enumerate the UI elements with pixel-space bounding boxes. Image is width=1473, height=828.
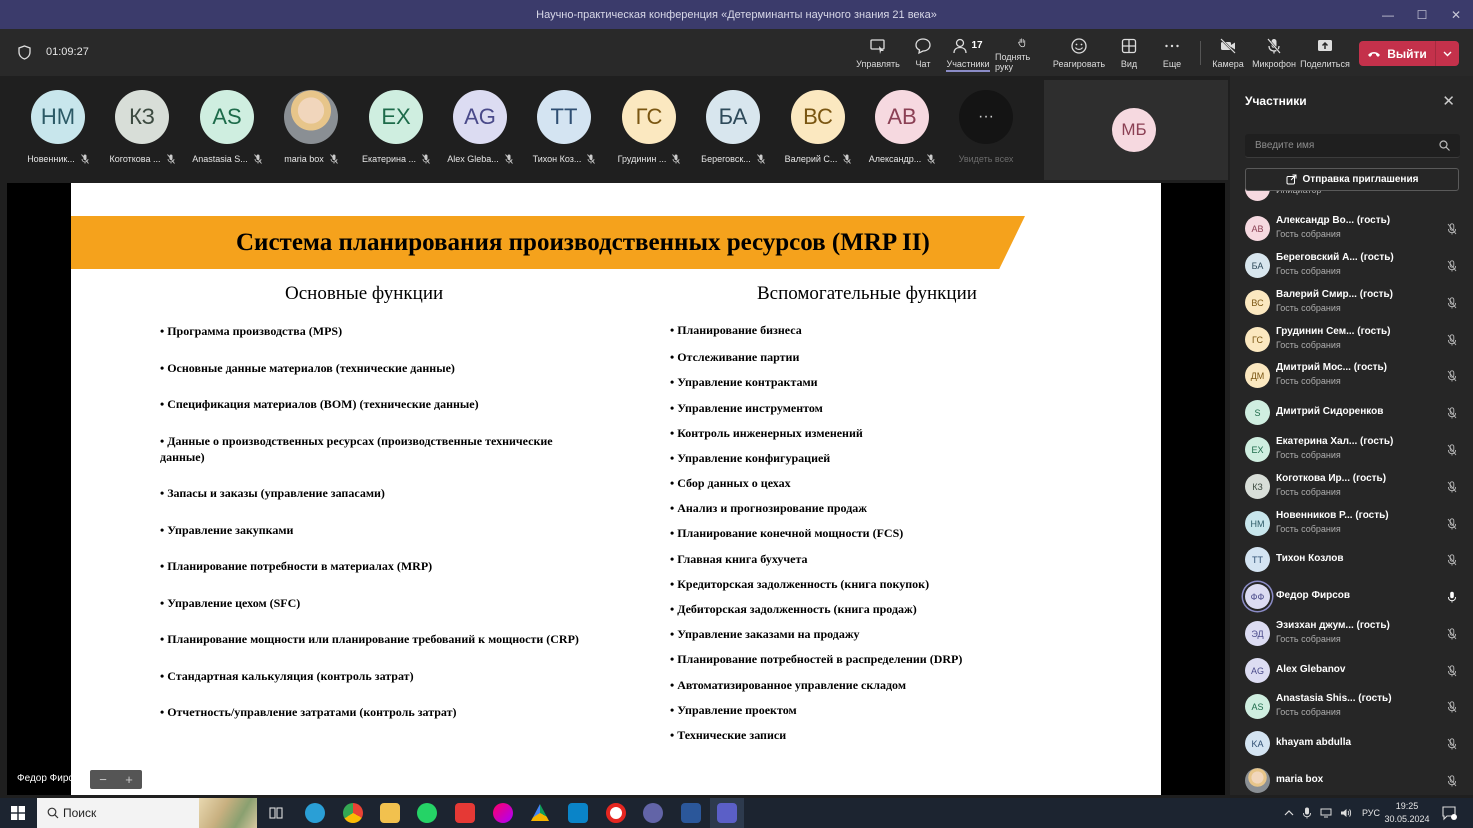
- mic-muted-icon: [1447, 701, 1457, 713]
- participant-name-row: [16, 154, 100, 164]
- strip-participant[interactable]: [607, 90, 691, 164]
- avatar: ЕХ: [1245, 437, 1270, 462]
- microphone-button[interactable]: [1252, 34, 1296, 72]
- meeting-toolbar: [0, 29, 1473, 76]
- mic-muted-icon: [1447, 407, 1457, 419]
- file-explorer-icon[interactable]: [380, 803, 400, 823]
- control-button[interactable]: [858, 34, 898, 72]
- window-controls: [1371, 0, 1473, 29]
- self-avatar: МБ: [1112, 108, 1156, 152]
- participant-name: maria box: [1276, 774, 1324, 785]
- maximize-icon[interactable]: ☐: [1416, 7, 1428, 22]
- participants-panel: [1230, 76, 1473, 795]
- clock-date: 30.05.2024: [1384, 814, 1430, 824]
- left-column-heading: Основные функции: [285, 283, 444, 304]
- leave-label: Выйти: [1387, 46, 1427, 61]
- support-function-item: • Отслеживание партии: [670, 350, 800, 364]
- participant-name: Новенник...: [27, 154, 75, 164]
- avatar: AG: [1245, 658, 1270, 683]
- microphone-label: Микрофон: [1252, 59, 1296, 69]
- support-function-item: • Управление контрактами: [670, 375, 818, 389]
- participant-row[interactable]: [1230, 247, 1473, 283]
- emoji-icon: [1070, 37, 1088, 55]
- search-icon: [47, 807, 59, 819]
- participant-name: Береговск...: [701, 154, 751, 164]
- store-icon[interactable]: [568, 803, 588, 823]
- main-function-item: • Отчетность/управление затратами (контроль затрат): [160, 705, 457, 719]
- leave-options-chevron[interactable]: [1435, 41, 1459, 66]
- windows-start-icon[interactable]: [11, 806, 25, 820]
- share-button[interactable]: [1302, 34, 1348, 72]
- mic-muted-icon: [1447, 738, 1457, 750]
- mic-muted-icon: [843, 154, 851, 164]
- participant-name: Екатерина ...: [362, 154, 416, 164]
- participant-name-row: [691, 154, 775, 164]
- mic-muted-icon: [422, 154, 430, 164]
- more-label: Еще: [1162, 59, 1182, 69]
- participants-button[interactable]: [946, 34, 990, 72]
- participant-name-row: [438, 154, 522, 164]
- hang-up-icon: [1367, 50, 1381, 58]
- meeting-timer: 01:09:27: [46, 46, 89, 58]
- participant-name-row: [269, 154, 353, 164]
- view-button[interactable]: [1114, 34, 1144, 72]
- mic-muted-icon: [757, 154, 765, 164]
- avatar-photo: [1245, 768, 1270, 793]
- mic-muted-icon: [81, 154, 89, 164]
- support-function-item: • Главная книга бухучета: [670, 552, 808, 566]
- mic-muted-icon: [1447, 481, 1457, 493]
- camera-label: Камера: [1212, 59, 1244, 69]
- right-column-heading: Вспомогательные функции: [757, 283, 977, 304]
- presenter-name: Федор Фирсов: [17, 773, 85, 784]
- participant-name: maria box: [284, 154, 324, 164]
- participant-name: Дмитрий Сидоренков: [1276, 406, 1384, 417]
- microphone-tray-icon[interactable]: [1302, 807, 1312, 819]
- support-function-item: • Планирование потребностей в распределении (DRP): [670, 652, 963, 666]
- support-function-item: • Планирование конечной мощности (FCS): [670, 526, 904, 540]
- input-language[interactable]: РУС: [1362, 808, 1381, 818]
- taskbar-search[interactable]: [37, 798, 257, 828]
- avatar-speaking: ФФ: [1245, 584, 1270, 609]
- control-label: Управлять: [856, 59, 900, 69]
- mic-muted-icon: [330, 154, 338, 164]
- main-function-item: • Управление закупками: [160, 523, 294, 537]
- more-button[interactable]: [1157, 34, 1187, 72]
- participant-role: Гость собрания: [1276, 303, 1341, 313]
- avatar: АВ: [1245, 216, 1270, 241]
- support-function-item: • Кредиторская задолженность (книга покупок): [670, 577, 930, 591]
- mic-muted-icon: [254, 154, 262, 164]
- search-icon: [1439, 140, 1450, 151]
- shield-icon: [18, 45, 31, 60]
- participant-list: [1230, 188, 1473, 795]
- participant-row[interactable]: [1230, 725, 1473, 761]
- people-icon: [953, 37, 969, 55]
- strip-participant[interactable]: [438, 90, 522, 164]
- screen-control-icon: [869, 37, 887, 55]
- avatar: ЭД: [1245, 621, 1270, 646]
- avatar: AS: [200, 90, 254, 144]
- participant-name: Береговский А... (гость): [1276, 252, 1394, 263]
- main-function-item: • Стандартная калькуляция (контроль затрат): [160, 669, 414, 683]
- avatar: ТТ: [537, 90, 591, 144]
- zoom-in-button[interactable]: +: [125, 772, 133, 787]
- more-icon: [1163, 37, 1181, 55]
- chrome-icon[interactable]: [343, 803, 363, 823]
- participant-row[interactable]: [1230, 762, 1473, 795]
- participant-name: Alex Glebanov: [1276, 664, 1346, 675]
- participant-name: khayam abdulla: [1276, 737, 1352, 748]
- strip-participant[interactable]: [860, 90, 944, 164]
- main-function-item: • Планирование потребности в материалах (MRP): [160, 559, 433, 573]
- participant-name: Anastasia S...: [192, 154, 248, 164]
- close-window-icon[interactable]: ✕: [1450, 7, 1462, 22]
- participant-name-row: [522, 154, 606, 164]
- teams-icon[interactable]: [717, 803, 737, 823]
- participant-row[interactable]: [1230, 284, 1473, 320]
- clock-time: 19:25: [1395, 801, 1419, 811]
- raise-hand-button[interactable]: [995, 34, 1049, 72]
- mic-muted-icon: [1447, 297, 1457, 309]
- avatar: KA: [1245, 731, 1270, 756]
- participant-row[interactable]: [1230, 357, 1473, 393]
- avatar: ТТ: [1245, 547, 1270, 572]
- participants-icon-group: [953, 34, 982, 59]
- word-icon[interactable]: [681, 803, 701, 823]
- participant-role: Гость собрания: [1276, 229, 1341, 239]
- see-all-label: Увидеть всех: [958, 154, 1014, 164]
- avatar: ДМ: [1245, 363, 1270, 388]
- notifications-icon[interactable]: [1441, 805, 1457, 821]
- participant-name: Грудинин ...: [617, 154, 667, 164]
- participant-name: Валерий С...: [784, 154, 838, 164]
- google-drive-icon[interactable]: [530, 803, 550, 823]
- mic-muted-icon: [167, 154, 175, 164]
- grid-view-icon: [1120, 37, 1138, 55]
- yandex-browser-icon[interactable]: [606, 803, 626, 823]
- mic-muted-icon: [1447, 444, 1457, 456]
- avatar: ВС: [791, 90, 845, 144]
- share-link-icon: [1286, 174, 1297, 185]
- avatar: КЗ: [115, 90, 169, 144]
- participant-name: Дмитрий Мос... (гость): [1276, 362, 1388, 373]
- mic-muted-icon: [672, 154, 680, 164]
- search-placeholder: Введите имя: [1255, 140, 1315, 151]
- raise-hand-icon: [1013, 37, 1031, 48]
- zoom-control: [90, 770, 142, 789]
- strip-participant[interactable]: [691, 90, 775, 164]
- telegram-icon[interactable]: [305, 803, 325, 823]
- send-invite-label: Отправка приглашения: [1302, 174, 1419, 185]
- participant-name: Эзизхан джум... (гость): [1276, 620, 1390, 631]
- share-icon: [1316, 37, 1334, 55]
- strip-participant[interactable]: [269, 90, 353, 164]
- main-function-item: • Запасы и заказы (управление запасами): [160, 486, 385, 500]
- mic-off-icon: [1265, 37, 1283, 55]
- chat-button[interactable]: [908, 34, 938, 72]
- main-function-item: • Данные о производственных ресурсах (производственные технические данные): [160, 434, 553, 464]
- strip-participant[interactable]: [16, 90, 100, 164]
- participant-name: Коготкова ...: [109, 154, 161, 164]
- mic-muted-icon: [1447, 223, 1457, 235]
- mic-muted-icon: [1447, 518, 1457, 530]
- whatsapp-icon[interactable]: [417, 803, 437, 823]
- teams-classic-icon[interactable]: [643, 803, 663, 823]
- leave-button[interactable]: [1359, 41, 1459, 66]
- window-title-bar: [0, 0, 1473, 29]
- search-highlight-image: [199, 798, 257, 828]
- mic-muted-icon: [1447, 775, 1457, 787]
- network-icon[interactable]: [1320, 808, 1332, 818]
- support-function-item: • Сбор данных о цехах: [670, 476, 791, 490]
- strip-participant[interactable]: [354, 90, 438, 164]
- support-function-item: • Автоматизированное управление складом: [670, 678, 907, 692]
- support-function-item: • Управление инструментом: [670, 401, 823, 415]
- chevron-up-icon[interactable]: [1284, 809, 1294, 817]
- avatar: КЗ: [1245, 474, 1270, 499]
- chevron-down-icon: [1443, 51, 1452, 57]
- slide-title: Система планирования производственных ресурсов (MRP II): [236, 228, 930, 256]
- participant-name: Тихон Коз...: [532, 154, 582, 164]
- strip-participant[interactable]: [100, 90, 184, 164]
- camera-button[interactable]: [1211, 34, 1245, 72]
- participant-name: Тихон Козлов: [1276, 553, 1344, 564]
- main-function-item: • Программа производства (MPS): [160, 324, 343, 338]
- window-title: Научно-практическая конференция «Детерминанты научного знания 21 века»: [536, 8, 937, 21]
- avatar: НМ: [1245, 511, 1270, 536]
- support-function-item: • Управление конфигурацией: [670, 451, 831, 465]
- mic-muted-icon: [1447, 370, 1457, 382]
- participant-row[interactable]: [1230, 652, 1473, 688]
- self-video-tile[interactable]: [1044, 80, 1228, 180]
- avatar: АВ: [875, 90, 929, 144]
- participant-name-row: [185, 154, 269, 164]
- support-function-item: • Контроль инженерных изменений: [670, 426, 863, 440]
- avatar: БА: [1245, 253, 1270, 278]
- avatar: ГС: [1245, 327, 1270, 352]
- participant-row[interactable]: [1230, 210, 1473, 246]
- mic-muted-icon: [1447, 665, 1457, 677]
- participant-role: Гость собрания: [1276, 524, 1341, 534]
- participant-name-row: [100, 154, 184, 164]
- avatar: ВС: [1245, 290, 1270, 315]
- system-tray: [1284, 798, 1380, 828]
- mic-muted-icon: [1447, 334, 1457, 346]
- avatar: AG: [453, 90, 507, 144]
- participant-row[interactable]: [1230, 394, 1473, 430]
- main-function-item: • Основные данные материалов (технические данные): [160, 361, 455, 375]
- strip-participant[interactable]: [776, 90, 860, 164]
- windows-taskbar: [0, 798, 1473, 828]
- send-invite-button[interactable]: [1245, 168, 1459, 191]
- task-view-icon[interactable]: [269, 806, 283, 820]
- participant-row[interactable]: [1230, 505, 1473, 541]
- zoom-out-button[interactable]: −: [99, 772, 107, 787]
- participant-role: Гость собрания: [1276, 707, 1341, 717]
- avatar: AS: [1245, 694, 1270, 719]
- mic-muted-icon: [927, 154, 935, 164]
- react-button[interactable]: [1054, 34, 1104, 72]
- support-function-item: • Технические записи: [670, 728, 787, 742]
- participant-role: Гость собрания: [1276, 450, 1341, 460]
- minimize-icon[interactable]: —: [1382, 7, 1394, 22]
- participant-row[interactable]: [1230, 321, 1473, 357]
- avatar-photo: [284, 90, 338, 144]
- panel-title: Участники: [1245, 94, 1307, 108]
- participants-label: Участники: [946, 59, 990, 69]
- share-label: Поделиться: [1300, 59, 1350, 69]
- avatar: БА: [706, 90, 760, 144]
- itunes-icon[interactable]: [493, 803, 513, 823]
- support-function-item: • Управление проектом: [670, 703, 797, 717]
- participant-name: Alex Gleba...: [447, 154, 499, 164]
- participant-row[interactable]: [1230, 541, 1473, 577]
- view-label: Вид: [1120, 59, 1138, 69]
- participant-name: Anastasia Shis... (гость): [1276, 693, 1392, 704]
- participant-name-row: [607, 154, 691, 164]
- participant-role: Гость собрания: [1276, 487, 1341, 497]
- participant-role: Гость собрания: [1276, 634, 1341, 644]
- media-app-icon[interactable]: [455, 803, 475, 823]
- camera-off-icon: [1219, 37, 1237, 55]
- participant-name-row: [860, 154, 944, 164]
- participant-role: Гость собрания: [1276, 340, 1341, 350]
- system-clock[interactable]: [1384, 800, 1430, 826]
- avatar: НМ: [31, 90, 85, 144]
- participant-row[interactable]: [1230, 615, 1473, 651]
- participant-name-row: [776, 154, 860, 164]
- strip-participant[interactable]: [522, 90, 606, 164]
- main-function-item: • Спецификация материалов (BOM) (технические данные): [160, 397, 479, 411]
- volume-icon[interactable]: [1340, 808, 1352, 818]
- participant-name-row: [354, 154, 438, 164]
- taskbar-search-label: Поиск: [63, 806, 97, 820]
- chat-icon: [914, 37, 932, 55]
- avatar: ЕХ: [369, 90, 423, 144]
- main-function-item: • Управление цехом (SFC): [160, 596, 301, 610]
- participant-role: Гость собрания: [1276, 266, 1341, 276]
- participant-name: Федор Фирсов: [1276, 590, 1351, 601]
- shared-content-stage: [7, 183, 1225, 795]
- raise-hand-label: Поднять руку: [995, 52, 1031, 72]
- participant-name: Валерий Смир... (гость): [1276, 289, 1394, 300]
- participant-role: Гость собрания: [1276, 376, 1341, 386]
- strip-participant[interactable]: [185, 90, 269, 164]
- mic-muted-icon: [1447, 628, 1457, 640]
- participant-name: Александр Во... (гость): [1276, 215, 1391, 226]
- react-label: Реагировать: [1052, 59, 1106, 69]
- mic-muted-icon: [1447, 260, 1457, 272]
- support-function-item: • Анализ и прогнозирование продаж: [670, 501, 867, 515]
- mic-muted-icon: [1447, 554, 1457, 566]
- mic-muted-icon: [587, 154, 595, 164]
- mic-on-icon: [1447, 591, 1457, 603]
- close-panel-icon[interactable]: ✕: [1442, 93, 1455, 110]
- participant-name: Грудинин Сем... (гость): [1276, 326, 1391, 337]
- participant-search-input[interactable]: [1245, 134, 1460, 158]
- more-icon: ···: [959, 90, 1013, 144]
- participant-row[interactable]: [1230, 431, 1473, 467]
- participant-name: Екатерина Хал... (гость): [1276, 436, 1394, 447]
- main-function-item: • Планирование мощности или планирование требований к мощности (CRP): [160, 632, 579, 646]
- participant-name: Александр...: [868, 154, 922, 164]
- support-function-item: • Управление заказами на продажу: [670, 627, 860, 641]
- participant-row[interactable]: [1230, 468, 1473, 504]
- mic-muted-icon: [505, 154, 513, 164]
- participant-name: Новенников Р... (гость): [1276, 510, 1389, 521]
- chat-label: Чат: [915, 59, 931, 69]
- avatar: S: [1245, 400, 1270, 425]
- participant-row[interactable]: [1230, 578, 1473, 614]
- support-function-item: • Планирование бизнеса: [670, 323, 802, 337]
- avatar: ГС: [622, 90, 676, 144]
- presentation-slide: [71, 183, 1161, 795]
- leave-main[interactable]: [1359, 47, 1435, 61]
- participant-row[interactable]: [1230, 688, 1473, 724]
- participant-name: Коготкова Ир... (гость): [1276, 473, 1387, 484]
- see-all-participants-button[interactable]: [944, 90, 1028, 164]
- toolbar-divider: [1200, 41, 1201, 65]
- participants-count: 17: [971, 40, 983, 51]
- support-function-item: • Дебиторская задолженность (книга продаж): [670, 602, 917, 616]
